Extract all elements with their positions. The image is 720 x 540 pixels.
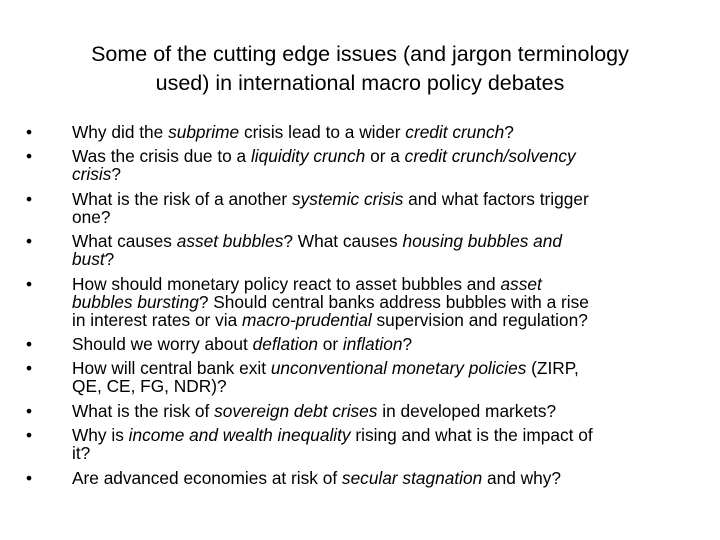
bullet-item <box>26 402 716 420</box>
bullet-text: How should monetary policy react to asset bubbles and <box>72 273 501 294</box>
bullet-text-italic: macro-prudential <box>242 309 372 330</box>
bullet-text: ? Should central banks address bubbles with a rise <box>198 291 589 312</box>
bullet-line <box>72 444 716 462</box>
bullet-text: Are advanced economies at risk of <box>72 467 342 488</box>
bullet-text: What causes <box>72 231 177 252</box>
bullet-item <box>26 123 716 141</box>
bullet-text-italic: bust <box>72 249 105 270</box>
bullet-text-italic: sovereign debt crises <box>214 400 378 421</box>
bullet-item <box>26 426 716 462</box>
bullet-text-italic: income and wealth inequality <box>128 425 351 446</box>
bullet-text-italic: secular stagnation <box>341 467 483 488</box>
bullet-line <box>72 311 716 329</box>
slide-title-line-1: Some of the cutting edge issues (and jargon terminology <box>91 42 629 66</box>
bullet-item <box>26 275 716 329</box>
bullet-text: one? <box>72 206 111 227</box>
bullet-line <box>72 123 716 141</box>
bullet-text-italic: bubbles bursting <box>72 291 199 312</box>
bullet-text: Why did the <box>72 122 169 142</box>
bullet-item <box>26 232 716 268</box>
bullet-text: crisis lead to a wider <box>239 122 406 142</box>
bullet-line <box>72 275 716 293</box>
bullet-dot: • <box>26 467 33 488</box>
bullet-text: What is the risk of <box>72 400 215 421</box>
bullet-text-italic: credit crunch/solvency <box>404 146 576 167</box>
bullet-text-italic: asset <box>500 273 542 294</box>
bullet-dot: • <box>26 146 33 167</box>
bullet-text: ? <box>104 249 115 270</box>
bullet-list <box>26 123 716 493</box>
bullet-text: Why is <box>72 425 129 446</box>
bullet-text: and what factors trigger <box>403 188 589 209</box>
bullet-item <box>26 335 716 353</box>
bullet-text-italic: crisis <box>72 164 112 185</box>
bullet-line <box>72 469 716 487</box>
bullet-line <box>72 377 716 395</box>
bullet-text-italic: credit crunch <box>405 122 505 142</box>
bullet-text: in interest rates or via <box>72 309 243 330</box>
bullet-text-italic: inflation <box>342 333 403 354</box>
bullet-dot: • <box>26 122 33 142</box>
bullet-text: in developed markets? <box>377 400 557 421</box>
bullet-item <box>26 469 716 487</box>
bullet-text: ? What causes <box>283 231 403 252</box>
bullet-text-italic: unconventional monetary policies <box>270 358 527 379</box>
bullet-dot: • <box>26 273 33 294</box>
bullet-text: and why? <box>482 467 561 488</box>
bullet-text-italic: housing bubbles and <box>402 231 562 252</box>
bullet-text: or <box>317 333 343 354</box>
bullet-text: Should we worry about <box>72 333 253 354</box>
bullet-text: QE, CE, FG, NDR)? <box>72 376 227 397</box>
bullet-text: or a <box>365 146 405 167</box>
bullet-text: it? <box>72 443 91 464</box>
bullet-dot: • <box>26 400 33 421</box>
bullet-text-italic: systemic crisis <box>291 188 404 209</box>
bullet-line <box>72 208 716 226</box>
bullet-line <box>72 250 716 268</box>
bullet-dot: • <box>26 188 33 209</box>
bullet-text: ? <box>504 122 514 142</box>
bullet-text: rising and what is the impact of <box>350 425 593 446</box>
bullet-text: ? <box>402 333 413 354</box>
bullet-item <box>26 147 716 183</box>
slide-title <box>40 40 680 98</box>
bullet-line <box>72 190 716 208</box>
bullet-line <box>72 426 716 444</box>
bullet-text-italic: liquidity crunch <box>250 146 366 167</box>
bullet-text: Was the crisis due to a <box>72 146 251 167</box>
bullet-text-italic: subprime <box>168 122 240 142</box>
bullet-line <box>72 335 716 353</box>
bullet-line <box>72 232 716 250</box>
bullet-item <box>26 190 716 226</box>
bullet-dot: • <box>26 231 33 252</box>
bullet-text: (ZIRP, <box>526 358 579 379</box>
bullet-text: ? <box>111 164 121 185</box>
bullet-line <box>72 147 716 165</box>
bullet-text: How will central bank exit <box>72 358 271 379</box>
bullet-text: supervision and regulation? <box>371 309 588 330</box>
bullet-item <box>26 359 716 395</box>
bullet-dot: • <box>26 333 33 354</box>
bullet-line <box>72 293 716 311</box>
bullet-line <box>72 359 716 377</box>
bullet-text-italic: asset bubbles <box>176 231 284 252</box>
bullet-line <box>72 402 716 420</box>
bullet-text: What is the risk of a another <box>72 188 292 209</box>
bullet-text-italic: deflation <box>252 333 318 354</box>
bullet-dot: • <box>26 425 33 446</box>
slide-title-line-2: used) in international macro policy debates <box>155 71 565 95</box>
bullet-line <box>72 165 716 183</box>
bullet-dot: • <box>26 358 33 379</box>
